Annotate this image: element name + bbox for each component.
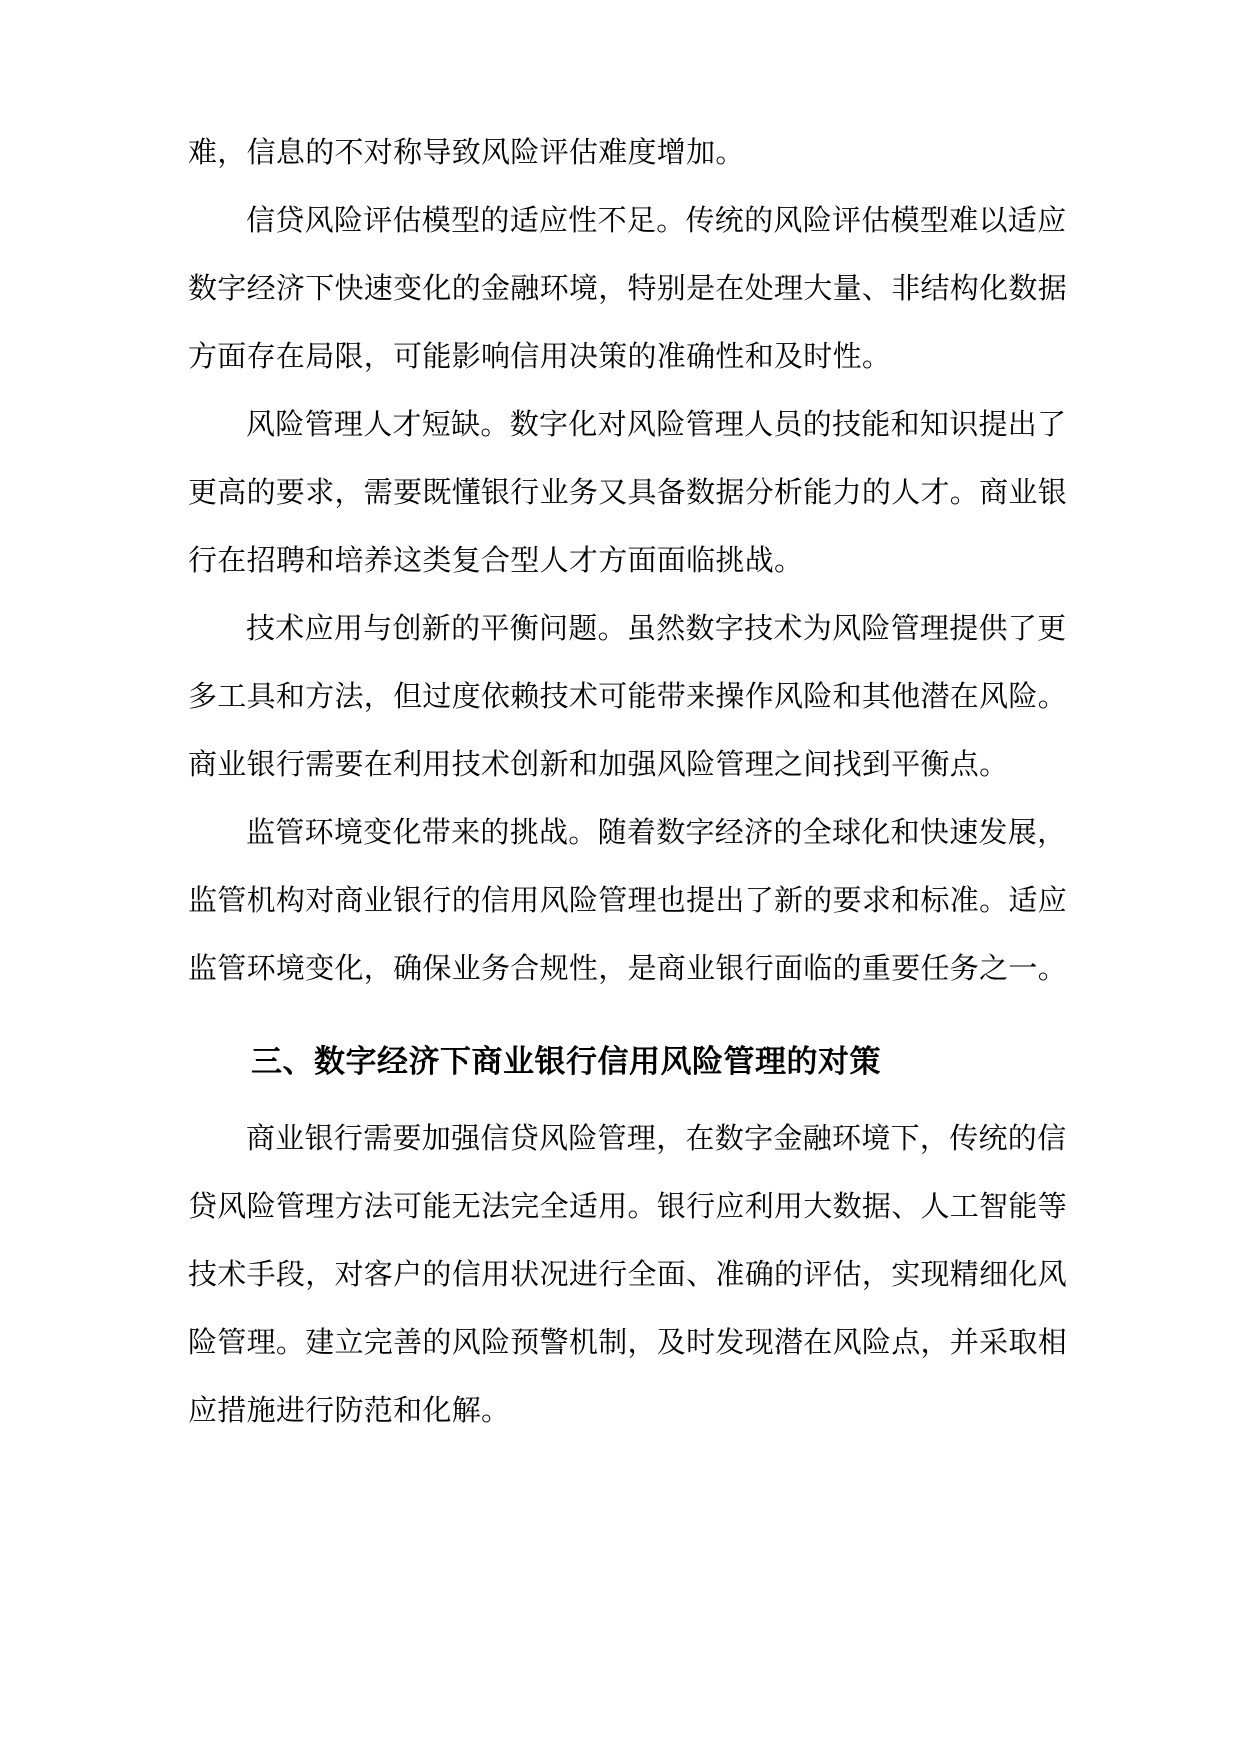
paragraph-line: 贷风险管理方法可能无法完全适用。银行应利用大数据、人工智能等 [188, 1189, 1068, 1223]
paragraph-line: 更高的要求，需要既懂银行业务又具备数据分析能力的人才。商业银 [188, 475, 1068, 509]
paragraph-line: 商业银行需要在利用技术创新和加强风险管理之间找到平衡点。 [188, 747, 1009, 781]
paragraph-line: 多工具和方法，但过度依赖技术可能带来操作风险和其他潜在风险。 [188, 679, 1068, 713]
paragraph-line: 技术手段，对客户的信用状况进行全面、准确的评估，实现精细化风 [188, 1257, 1068, 1291]
paragraph-line: 方面存在局限，可能影响信用决策的准确性和及时性。 [188, 339, 892, 373]
section-heading: 三、数字经济下商业银行信用风险管理的对策 [251, 1044, 881, 1080]
paragraph-line: 险管理。建立完善的风险预警机制，及时发现潜在风险点，并采取相 [188, 1325, 1068, 1359]
paragraph-line: 数字经济下快速变化的金融环境，特别是在处理大量、非结构化数据 [188, 271, 1068, 305]
paragraph-line: 商业银行需要加强信贷风险管理，在数字金融环境下，传统的信 [246, 1121, 1067, 1155]
paragraph-line: 难，信息的不对称导致风险评估难度增加。 [188, 135, 745, 169]
paragraph-line: 风险管理人才短缺。数字化对风险管理人员的技能和知识提出了 [246, 407, 1067, 441]
paragraph-line: 技术应用与创新的平衡问题。虽然数字技术为风险管理提供了更 [246, 611, 1067, 645]
paragraph-line: 应措施进行防范和化解。 [188, 1393, 511, 1427]
paragraph-line: 监管机构对商业银行的信用风险管理也提出了新的要求和标准。适应 [188, 883, 1068, 917]
paragraph-line: 信贷风险评估模型的适应性不足。传统的风险评估模型难以适应 [246, 203, 1067, 237]
paragraph-line: 监管环境变化，确保业务合规性，是商业银行面临的重要任务之一。 [188, 951, 1068, 985]
paragraph-line: 行在招聘和培养这类复合型人才方面面临挑战。 [188, 543, 804, 577]
paragraph-line: 监管环境变化带来的挑战。随着数字经济的全球化和快速发展， [246, 815, 1067, 849]
